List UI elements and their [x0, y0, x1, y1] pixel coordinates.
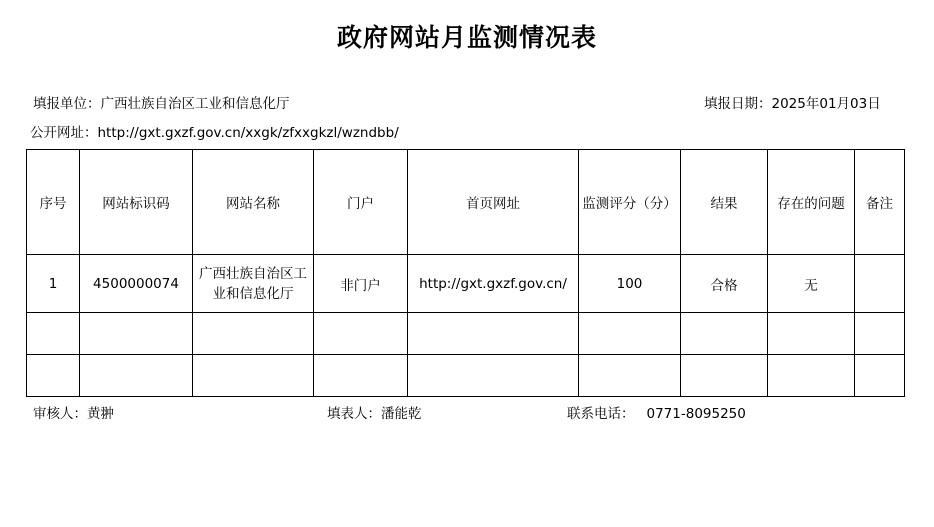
- cell-homepage-url[interactable]: http://gxt.gxzf.gov.cn/: [408, 255, 579, 313]
- phone-line: [567, 405, 746, 423]
- cell-issues: [768, 313, 855, 355]
- cell-site-name: [193, 313, 314, 355]
- phone-label: 联系电话：: [567, 406, 635, 422]
- header-cell-remarks: 备注: [855, 150, 905, 255]
- header-cell-site-code: 网站标识码: [80, 150, 193, 255]
- filler-name: 潘能乾: [381, 406, 422, 422]
- filler-line: [327, 405, 422, 423]
- reviewer-name: 黄翀: [87, 406, 114, 422]
- fill-unit-line: [33, 95, 290, 113]
- filler-label: 填表人：: [327, 406, 381, 422]
- cell-portal: [314, 313, 408, 355]
- page-title: 政府网站月监测情况表: [336, 23, 597, 52]
- header-cell-issues: 存在的问题: [768, 150, 855, 255]
- reviewer-line: [33, 405, 114, 423]
- cell-site-code: 4500000074: [80, 255, 193, 313]
- cell-index: [27, 355, 80, 397]
- table-row: [27, 355, 905, 397]
- cell-site-name: [193, 355, 314, 397]
- cell-issues: 无: [768, 255, 855, 313]
- header-cell-site-name: 网站名称: [193, 150, 314, 255]
- cell-score: [579, 313, 681, 355]
- fill-date-label: 填报日期：: [704, 96, 772, 112]
- cell-homepage-url: [408, 355, 579, 397]
- fill-date-line: [704, 95, 881, 113]
- header-cell-homepage-url: 首页网址: [408, 150, 579, 255]
- phone-number: 0771-8095250: [646, 406, 746, 422]
- cell-site-name: 广西壮族自治区工业和信息化厅: [193, 255, 314, 313]
- fill-unit-value: 广西壮族自治区工业和信息化厅: [100, 96, 290, 112]
- cell-result: [681, 313, 768, 355]
- cell-remarks: [855, 313, 905, 355]
- cell-site-code: [80, 355, 193, 397]
- table-header-row: [27, 150, 905, 255]
- table-row: [27, 255, 905, 313]
- public-url-value: http://gxt.gxzf.gov.cn/xxgk/zfxxgkzl/wzndbb/: [97, 125, 399, 141]
- public-url-line: [30, 124, 399, 142]
- cell-remarks: [855, 355, 905, 397]
- header-cell-portal: 门户: [314, 150, 408, 255]
- cell-portal: [314, 355, 408, 397]
- fill-date-value: 2025年01月03日: [771, 96, 881, 112]
- cell-result: [681, 355, 768, 397]
- fill-unit-label: 填报单位：: [33, 96, 101, 112]
- cell-result: 合格: [681, 255, 768, 313]
- cell-issues: [768, 355, 855, 397]
- header-cell-index: 序号: [27, 150, 80, 255]
- cell-portal: 非门户: [314, 255, 408, 313]
- header-cell-result: 结果: [681, 150, 768, 255]
- cell-score: [579, 355, 681, 397]
- reviewer-label: 审核人：: [33, 406, 87, 422]
- cell-index: 1: [27, 255, 80, 313]
- cell-index: [27, 313, 80, 355]
- cell-homepage-url: [408, 313, 579, 355]
- public-url-label: 公开网址：: [30, 125, 98, 141]
- cell-remarks: [855, 255, 905, 313]
- table-row: [27, 313, 905, 355]
- monitoring-table: [26, 149, 905, 397]
- cell-site-code: [80, 313, 193, 355]
- cell-score: 100: [579, 255, 681, 313]
- header-cell-score: 监测评分（分）: [579, 150, 681, 255]
